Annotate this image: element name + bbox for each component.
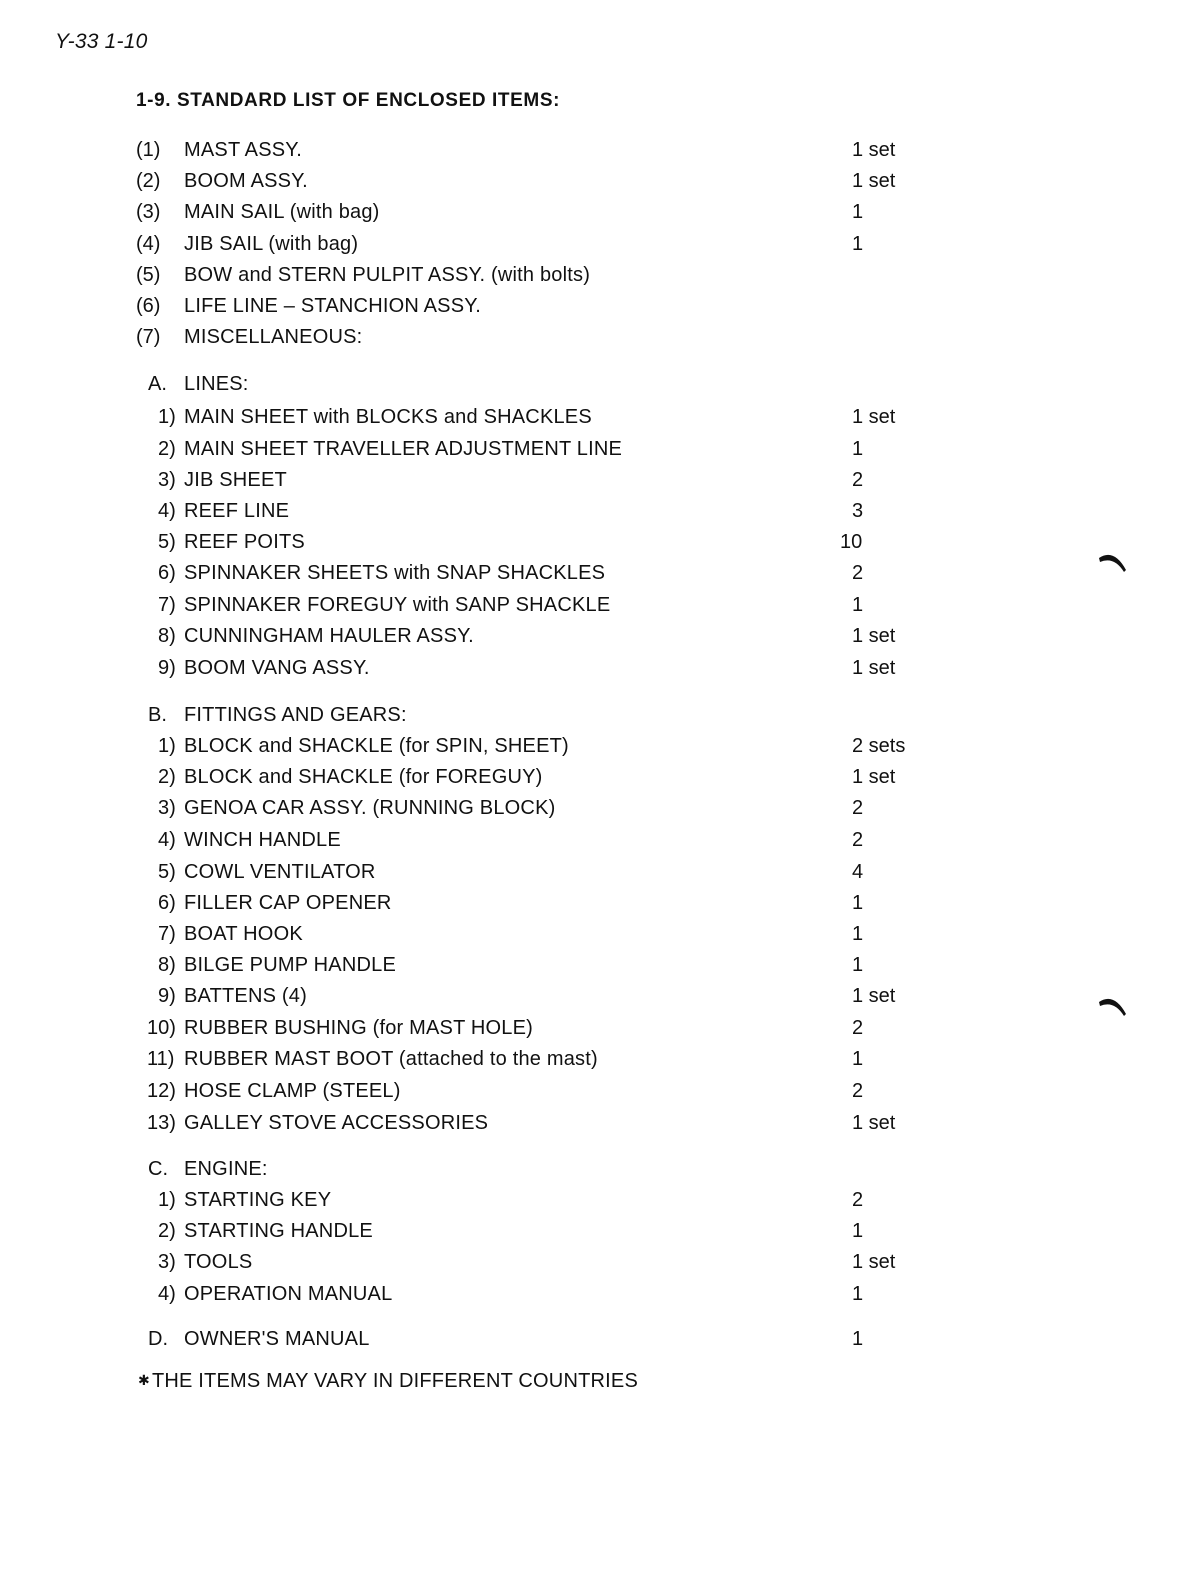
- item-quantity: 1 set: [852, 657, 896, 679]
- item-quantity: 1 set: [852, 170, 896, 192]
- subsection-header: [0, 369, 1184, 399]
- item-text: SPINNAKER SHEETS with SNAP SHACKLES: [184, 562, 606, 584]
- item-text: GENOA CAR ASSY. (RUNNING BLOCK): [184, 797, 556, 819]
- item-quantity: 4: [852, 861, 864, 883]
- list-item: [0, 590, 1184, 620]
- item-number: 1): [158, 406, 176, 428]
- item-text: RUBBER MAST BOOT (attached to the mast): [184, 1048, 598, 1070]
- list-item: [0, 434, 1184, 464]
- item-quantity: 2: [852, 1017, 864, 1039]
- item-text: BOOM ASSY.: [184, 170, 308, 192]
- list-item: [0, 857, 1184, 887]
- list-item: [0, 825, 1184, 855]
- list-item: [0, 322, 1184, 352]
- item-number: 4): [158, 829, 176, 851]
- item-text: WINCH HANDLE: [184, 829, 341, 851]
- item-text: MAIN SAIL (with bag): [184, 201, 380, 223]
- item-quantity: 1: [852, 233, 864, 255]
- item-text: LIFE LINE – STANCHION ASSY.: [184, 295, 481, 317]
- item-text: RUBBER BUSHING (for MAST HOLE): [184, 1017, 534, 1039]
- item-quantity: 1 set: [852, 766, 896, 788]
- list-item: [0, 762, 1184, 792]
- item-number: (6): [136, 295, 161, 317]
- item-quantity: 1 set: [852, 1251, 896, 1273]
- item-number: 4): [158, 500, 176, 522]
- item-quantity: 3: [852, 500, 864, 522]
- item-quantity: 1: [852, 594, 864, 616]
- list-item: [0, 291, 1184, 321]
- item-quantity: 1 set: [852, 985, 896, 1007]
- item-quantity: 2: [852, 829, 864, 851]
- item-quantity: 1: [852, 892, 864, 914]
- item-text: BLOCK and SHACKLE (for FOREGUY): [184, 766, 543, 788]
- list-item: [0, 496, 1184, 526]
- item-number: 1): [158, 735, 176, 757]
- list-item: [0, 1108, 1184, 1138]
- item-quantity: 1: [852, 1328, 864, 1350]
- item-text: BOOM VANG ASSY.: [184, 657, 370, 679]
- item-text: MAST ASSY.: [184, 139, 302, 161]
- subsection-title: ENGINE:: [184, 1158, 268, 1180]
- list-item: [0, 465, 1184, 495]
- list-item: [0, 402, 1184, 432]
- item-number: 5): [158, 531, 176, 553]
- item-number: (3): [136, 201, 161, 223]
- list-item: [0, 888, 1184, 918]
- list-item: [0, 653, 1184, 683]
- item-text: FILLER CAP OPENER: [184, 892, 392, 914]
- item-number: 2): [158, 1220, 176, 1242]
- list-item: [0, 621, 1184, 651]
- item-quantity: 1: [852, 1220, 864, 1242]
- item-text: CUNNINGHAM HAULER ASSY.: [184, 625, 474, 647]
- list-item: [0, 950, 1184, 980]
- item-quantity: 1 set: [852, 139, 896, 161]
- binder-ring-mark-icon: [1098, 994, 1128, 1022]
- item-number: 1): [158, 1189, 176, 1211]
- item-text: HOSE CLAMP (STEEL): [184, 1080, 401, 1102]
- subsection-header: [0, 1154, 1184, 1184]
- item-number: 5): [158, 861, 176, 883]
- item-text: REEF LINE: [184, 500, 290, 522]
- item-text: STARTING HANDLE: [184, 1220, 373, 1242]
- subsection-letter: A.: [148, 373, 167, 395]
- list-item: [0, 558, 1184, 588]
- item-quantity: 10: [840, 531, 863, 553]
- item-number: 3): [158, 797, 176, 819]
- item-number: 9): [158, 985, 176, 1007]
- item-quantity: 2: [852, 562, 864, 584]
- subsection-letter: C.: [148, 1158, 168, 1180]
- item-number: 6): [158, 892, 176, 914]
- asterisk-icon: ✱: [138, 1372, 150, 1388]
- list-item: [0, 919, 1184, 949]
- item-number: 7): [158, 594, 176, 616]
- item-text: TOOLS: [184, 1251, 253, 1273]
- item-number: 9): [158, 657, 176, 679]
- item-number: 11): [147, 1048, 175, 1070]
- subsection-header: [0, 1324, 1184, 1354]
- item-text: JIB SHEET: [184, 469, 287, 491]
- list-item: [0, 527, 1184, 557]
- item-number: 12): [147, 1080, 176, 1102]
- item-text: JIB SAIL (with bag): [184, 233, 359, 255]
- item-text: GALLEY STOVE ACCESSORIES: [184, 1112, 489, 1134]
- item-number: 13): [147, 1112, 176, 1134]
- subsection-title: LINES:: [184, 373, 249, 395]
- list-item: [0, 731, 1184, 761]
- item-quantity: 1: [852, 438, 864, 460]
- item-quantity: 1: [852, 201, 864, 223]
- item-text: BOW and STERN PULPIT ASSY. (with bolts): [184, 264, 591, 286]
- item-text: STARTING KEY: [184, 1189, 332, 1211]
- subsection-letter: B.: [148, 704, 167, 726]
- item-number: 10): [147, 1017, 176, 1039]
- list-item: [0, 1279, 1184, 1309]
- item-number: (2): [136, 170, 161, 192]
- item-quantity: 2: [852, 1080, 864, 1102]
- subsection-title: OWNER'S MANUAL: [184, 1328, 370, 1350]
- item-text: BLOCK and SHACKLE (for SPIN, SHEET): [184, 735, 569, 757]
- item-text: MAIN SHEET TRAVELLER ADJUSTMENT LINE: [184, 438, 623, 460]
- subsection-header: [0, 700, 1184, 730]
- subsection-title: FITTINGS AND GEARS:: [184, 704, 407, 726]
- item-quantity: 1 set: [852, 625, 896, 647]
- item-number: (7): [136, 326, 161, 348]
- list-item: [0, 1013, 1184, 1043]
- item-text: BILGE PUMP HANDLE: [184, 954, 396, 976]
- list-item: [0, 166, 1184, 196]
- list-item: [0, 793, 1184, 823]
- footnote: [138, 1370, 638, 1393]
- item-quantity: 1: [852, 923, 864, 945]
- item-number: 8): [158, 625, 176, 647]
- item-number: (5): [136, 264, 161, 286]
- section-heading: 1-9. STANDARD LIST OF ENCLOSED ITEMS:: [136, 90, 561, 111]
- item-text: BOAT HOOK: [184, 923, 303, 945]
- item-quantity: 2: [852, 797, 864, 819]
- item-number: 4): [158, 1283, 176, 1305]
- item-number: 7): [158, 923, 176, 945]
- item-quantity: 1: [852, 1283, 864, 1305]
- item-number: 3): [158, 469, 176, 491]
- item-quantity: 1: [852, 1048, 864, 1070]
- list-item: [0, 1185, 1184, 1215]
- item-number: 8): [158, 954, 176, 976]
- list-item: [0, 1216, 1184, 1246]
- list-item: [0, 1044, 1184, 1074]
- item-text: MAIN SHEET with BLOCKS and SHACKLES: [184, 406, 592, 428]
- list-item: [0, 197, 1184, 227]
- binder-ring-mark-icon: [1098, 550, 1128, 578]
- item-text: BATTENS (4): [184, 985, 307, 1007]
- item-text: MISCELLANEOUS:: [184, 326, 363, 348]
- page-reference: Y-33 1-10: [55, 30, 148, 53]
- item-number: (1): [136, 139, 161, 161]
- item-number: 3): [158, 1251, 176, 1273]
- item-number: 2): [158, 766, 176, 788]
- item-text: COWL VENTILATOR: [184, 861, 376, 883]
- list-item: [0, 981, 1184, 1011]
- item-quantity: 1 set: [852, 406, 896, 428]
- footnote-text: THE ITEMS MAY VARY IN DIFFERENT COUNTRIES: [151, 1370, 638, 1392]
- list-item: [0, 135, 1184, 165]
- item-number: 2): [158, 438, 176, 460]
- item-quantity: 2: [852, 469, 864, 491]
- list-item: [0, 1076, 1184, 1106]
- item-text: SPINNAKER FOREGUY with SANP SHACKLE: [184, 594, 611, 616]
- item-quantity: 2 sets: [852, 735, 906, 757]
- list-item: [0, 1247, 1184, 1277]
- item-number: (4): [136, 233, 161, 255]
- subsection-letter: D.: [148, 1328, 168, 1350]
- list-item: [0, 260, 1184, 290]
- item-text: REEF POITS: [184, 531, 305, 553]
- item-text: OPERATION MANUAL: [184, 1283, 393, 1305]
- list-item: [0, 229, 1184, 259]
- item-number: 6): [158, 562, 176, 584]
- item-quantity: 1 set: [852, 1112, 896, 1134]
- item-quantity: 1: [852, 954, 864, 976]
- item-quantity: 2: [852, 1189, 864, 1211]
